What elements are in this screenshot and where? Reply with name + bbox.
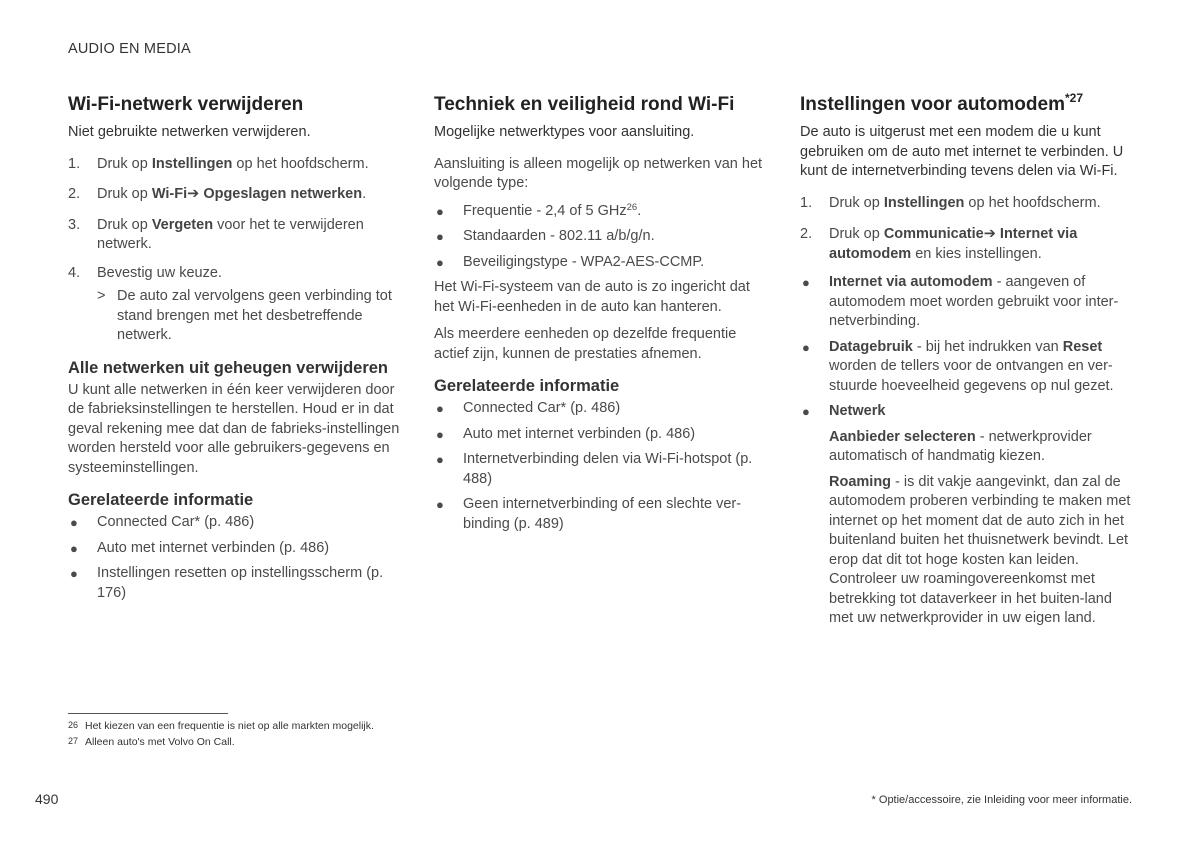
footnote	[68, 734, 374, 750]
related-title: Gerelateerde informatie	[434, 377, 620, 395]
section-header: AUDIO EN MEDIA	[68, 41, 191, 57]
bullet-icon: ●	[70, 566, 78, 581]
related-link[interactable]	[68, 539, 402, 559]
setting-description: worden de tellers voor de ontvangen en ver-stuurde hoeveelheid gegevens op nul gezet.	[829, 358, 1114, 394]
setting-item	[800, 402, 1136, 629]
setting-details	[829, 428, 1136, 629]
related-link-text: Geen internetverbinding of een slechte ver-binding (p. 489)	[463, 496, 742, 532]
bullet-icon: ●	[436, 426, 444, 442]
bullet-icon: ●	[436, 452, 444, 467]
footnote-ref: 26	[626, 201, 638, 213]
bullet-icon: ●	[802, 339, 810, 355]
column-automodem	[800, 93, 1136, 635]
step-text: Druk op	[97, 216, 152, 233]
related-link-text: Auto met internet verbinden (p. 486)	[97, 539, 330, 556]
section-lead: Mogelijke netwerktypes voor aansluiting.	[434, 124, 695, 140]
setting-item	[800, 338, 1136, 397]
related-list	[68, 513, 402, 603]
step-bold: Internet via automodem	[829, 226, 1078, 262]
list-item-text: Beveiligingstype - WPA2-AES-CCMP.	[463, 253, 705, 270]
section-title	[800, 93, 1136, 117]
arrow-right-icon: ➔	[983, 226, 996, 242]
step-number: 2.	[68, 186, 81, 202]
setting-name: Roaming	[829, 473, 892, 490]
footnote-ref: *27	[1064, 91, 1084, 105]
step-item	[800, 225, 1136, 264]
footnotes	[68, 718, 374, 749]
footnote-divider	[68, 713, 228, 714]
paragraph: Het Wi-Fi-systeem van de auto is zo ingericht dat het Wi-Fi-eenheden in de auto kan hanteren.	[434, 279, 750, 315]
bullet-icon: ●	[436, 203, 444, 219]
section-title-text: Instellingen voor automodem	[800, 94, 1065, 115]
paragraph: Als meerdere eenheden op dezelfde frequentie actief zijn, kunnen de prestaties afnemen.	[434, 326, 737, 362]
step-text: Druk op	[97, 155, 152, 172]
related-link[interactable]	[434, 450, 770, 489]
list-item-text: Frequentie - 2,4 of 5 GHz	[463, 202, 627, 219]
step-number: 4.	[68, 264, 81, 281]
step-number: 1.	[800, 194, 813, 211]
related-link[interactable]	[68, 564, 402, 603]
network-type-list	[434, 202, 770, 273]
step-list	[68, 155, 402, 346]
arrow-right-icon: ➔	[187, 186, 200, 202]
step-text: .	[362, 186, 367, 202]
step-item	[68, 185, 402, 205]
setting-name: Netwerk	[829, 403, 886, 419]
step-text: op het hoofdscherm.	[964, 194, 1101, 211]
column-wifi-security	[434, 93, 770, 540]
related-link[interactable]	[434, 425, 770, 445]
setting-description: - bij het indrukken van	[912, 338, 1063, 355]
step-list	[800, 194, 1136, 265]
section-title: Techniek en veiligheid rond Wi-Fi	[434, 94, 735, 115]
setting-name: Reset	[1062, 338, 1103, 355]
footnote-number: 27	[68, 735, 79, 746]
related-link-text: Internetverbinding delen via Wi-Fi-hotspot (p. 488)	[463, 451, 753, 487]
setting-description: - is dit vakje aangevinkt, dan zal de automodem proberen verbinding te maken met internet op het moment dat de auto zich in het buitenland buiten het thuisnetwerk bevindt. Let erop dat dit tot hoge kosten kan leiden. Controleer uw roamingovereenkomst met betrekking tot dataverkeer in het buiten-land met uw netwerkprovider in uw eigen land.	[829, 473, 1131, 626]
related-link-text: Connected Car* (p. 486)	[463, 400, 621, 416]
step-item	[68, 264, 402, 346]
related-link-text: Auto met internet verbinden (p. 486)	[463, 425, 696, 442]
step-item	[68, 216, 402, 255]
bullet-icon: ●	[70, 540, 78, 556]
setting-name: Datagebruik	[829, 338, 913, 355]
result-arrow-icon: >	[97, 288, 106, 304]
list-item	[434, 253, 770, 273]
step-text: Druk op	[829, 226, 884, 242]
step-number: 1.	[68, 155, 81, 172]
step-bold: Instellingen	[883, 194, 965, 211]
settings-list	[800, 273, 1136, 629]
related-link-text: Connected Car* (p. 486)	[97, 514, 255, 530]
step-number: 2.	[800, 226, 813, 242]
bullet-icon: ●	[436, 254, 444, 270]
related-link[interactable]	[434, 495, 770, 534]
subsection-text: U kunt alle netwerken in één keer verwijderen door de fabrieksinstellingen te herstellen. Houd er in dat geval rekening mee dat dan de fabrieks-instellingen worden hersteld voor alle gebruikers-gegevens en systeeminstellingen.	[68, 381, 400, 476]
section-lead: Niet gebruikte netwerken verwijderen.	[68, 124, 311, 140]
bullet-icon: ●	[436, 497, 444, 512]
step-number: 3.	[68, 216, 81, 233]
related-link[interactable]	[434, 399, 770, 419]
result-text: De auto zal vervolgens geen verbinding tot stand brengen met het desbetreffende netwerk.	[117, 288, 392, 343]
page-number: 490	[35, 791, 59, 807]
step-text: voor het te verwijderen netwerk.	[97, 216, 364, 252]
step-item	[68, 155, 402, 175]
step-bold: Instellingen	[151, 155, 233, 172]
step-text: Druk op	[829, 194, 884, 211]
footnote-text: Alleen auto's met Volvo On Call.	[85, 735, 235, 748]
footnote-text: Het kiezen van een frequentie is niet op alle markten mogelijk.	[85, 720, 374, 732]
bullet-icon: ●	[70, 515, 78, 530]
step-item	[800, 194, 1136, 214]
step-bold: Wi-Fi	[151, 186, 188, 202]
subsection-title: Alle netwerken uit geheugen verwijderen	[68, 358, 389, 377]
related-link-text: Instellingen resetten op instellingsscherm (p. 176)	[97, 565, 384, 601]
step-bold: Vergeten	[151, 216, 214, 233]
related-title: Gerelateerde informatie	[68, 491, 254, 509]
step-text: en kies instellingen.	[911, 245, 1042, 262]
footnote	[68, 718, 374, 734]
setting-name: Aanbieder selecteren	[829, 428, 976, 445]
list-item	[434, 227, 770, 247]
bullet-icon: ●	[802, 404, 810, 419]
setting-name: Internet via automodem	[829, 274, 993, 290]
list-item-text: .	[637, 202, 642, 219]
section-title: Wi-Fi-netwerk verwijderen	[68, 94, 304, 115]
setting-description: - netwerkprovider automatisch of handmatig kiezen.	[829, 428, 1092, 464]
setting-item	[800, 273, 1136, 332]
step-text: Druk op	[97, 186, 152, 202]
list-item	[434, 202, 770, 222]
bullet-icon: ●	[436, 229, 444, 244]
paragraph: Aansluiting is alleen mogelijk op netwerken van het volgende type:	[434, 155, 763, 191]
section-lead: De auto is uitgerust met een modem die u kunt gebruiken om de auto met internet te verbinden. U kunt de internetverbinding tevens delen via Wi-Fi.	[800, 124, 1124, 179]
bullet-icon: ●	[802, 275, 810, 290]
bullet-icon: ●	[436, 401, 444, 416]
step-bold: Communicatie	[883, 226, 984, 242]
list-item-text: Standaarden - 802.11 a/b/g/n.	[463, 228, 655, 244]
column-wifi-remove	[68, 93, 402, 609]
step-text: Bevestig uw keuze.	[97, 264, 222, 281]
setting-description: - aangeven of automodem moet worden gebruikt voor inter-netverbinding.	[829, 274, 1119, 329]
step-result	[97, 287, 402, 346]
related-list	[434, 399, 770, 534]
step-bold: Opgeslagen netwerken	[203, 186, 363, 202]
step-text: op het hoofdscherm.	[232, 155, 369, 172]
footnote-number: 26	[68, 720, 79, 730]
footer-note: * Optie/accessoire, zie Inleiding voor meer informatie.	[871, 794, 1132, 806]
related-link[interactable]	[68, 513, 402, 533]
